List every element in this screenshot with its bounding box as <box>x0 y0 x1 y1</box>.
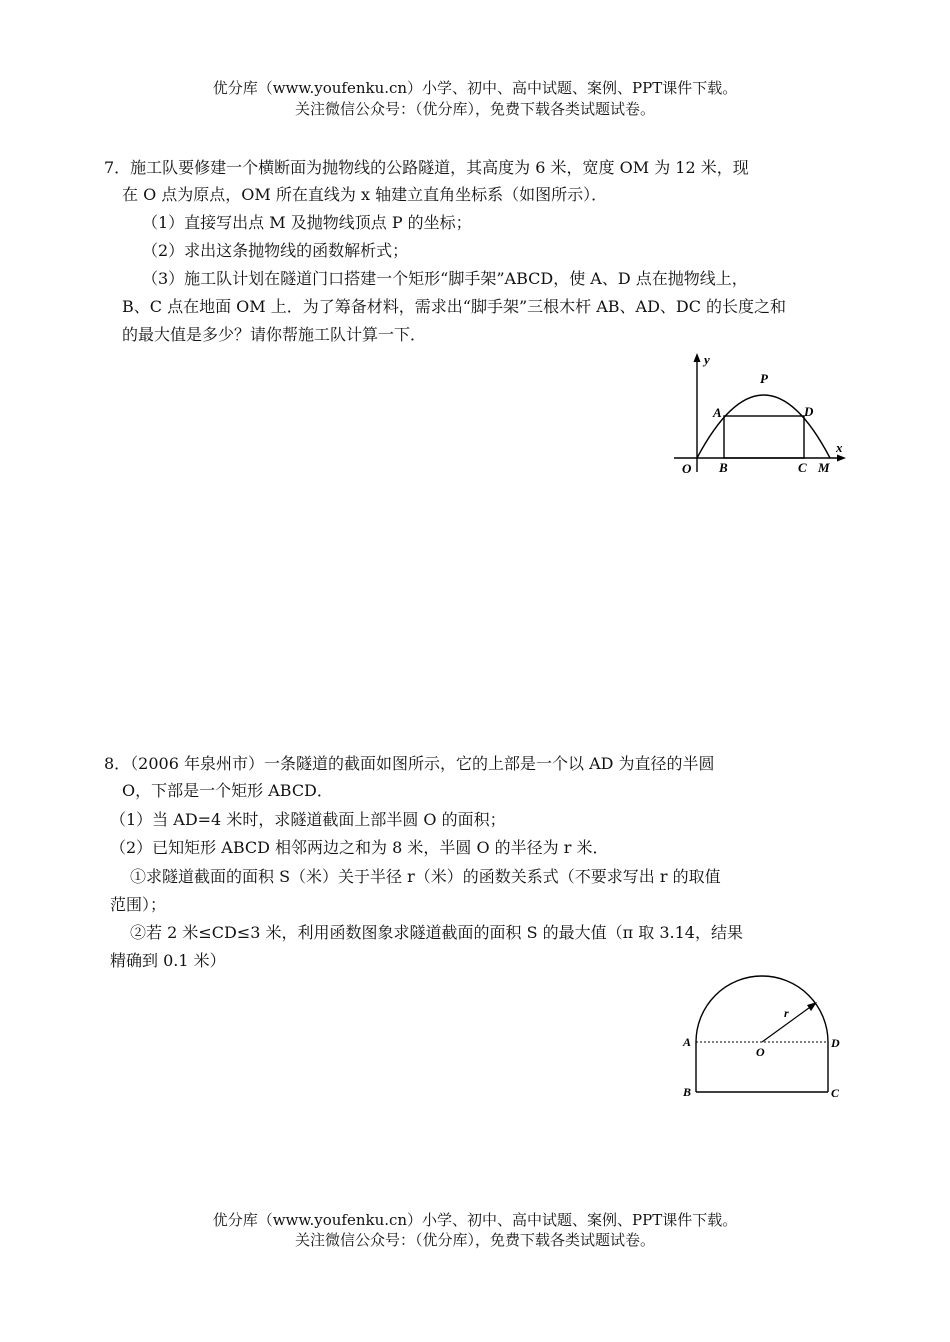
q8-sub2b-line1: ②若 2 米≤CD≤3 米，利用函数图象求隧道截面的面积 S 的最大值（π 取 3.14，结果 <box>130 923 743 942</box>
q7-label-B: B <box>719 460 728 475</box>
page-header-line2: 关注微信公众号：（优分库），免费下载各类试题试卷。 <box>294 100 655 118</box>
q8-label-B: B <box>683 1085 692 1099</box>
q7-label-A: A <box>713 405 722 420</box>
q7-label-y: y <box>704 352 710 367</box>
q7-label-P: P <box>760 371 768 386</box>
q8-label-r: r <box>784 1006 789 1020</box>
q7-label-M: M <box>818 460 830 475</box>
q7-sub3-line3: 的最大值是多少？请你帮施工队计算一下． <box>122 325 427 344</box>
q8-sub2: （2）已知矩形 ABCD 相邻两边之和为 8 米，半圆 O 的半径为 r 米． <box>110 838 609 857</box>
q8-line1: 8．（2006 年泉州市）一条隧道的截面如图所示，它的上部是一个以 AD 为直径的半圆 <box>104 754 715 773</box>
q8-line2: O，下部是一个矩形 ABCD． <box>122 781 333 800</box>
q8-radius-arrowhead <box>807 1002 817 1011</box>
q7-label-D: D <box>804 404 814 419</box>
q7-y-axis-arrow <box>694 353 701 362</box>
q7-label-O: O <box>682 461 692 476</box>
page-header-line1: 优分库（www.youfenku.cn）小学、初中、高中试题、案例、PPT课件下载。 <box>212 79 738 97</box>
q8-sub2a-line2: 范围）； <box>110 895 167 914</box>
page-footer-line2: 关注微信公众号：（优分库），免费下载各类试题试卷。 <box>294 1231 655 1249</box>
q7-label-C: C <box>798 460 807 475</box>
q7-sub2: （2）求出这条抛物线的函数解析式； <box>142 241 409 260</box>
q8-label-O: O <box>756 1045 765 1059</box>
q7-label-x: x <box>836 440 843 455</box>
q8-tunnel-figure <box>676 972 856 1107</box>
q8-label-C: C <box>831 1086 840 1100</box>
q8-sub2b-line2: 精确到 0.1 米） <box>110 951 226 970</box>
q7-line1: 7．施工队要修建一个横断面为抛物线的公路隧道，其高度为 6 米，宽度 OM 为 12 米，现 <box>104 158 749 177</box>
q8-label-A: A <box>683 1035 692 1049</box>
q7-parabola-figure <box>668 348 858 488</box>
page-footer-line1: 优分库（www.youfenku.cn）小学、初中、高中试题、案例、PPT课件下载。 <box>212 1211 738 1229</box>
q8-sub1: （1）当 AD=4 米时，求隧道截面上部半圆 O 的面积； <box>110 810 506 829</box>
q7-sub3-line1: （3）施工队计划在隧道门口搭建一个矩形“脚手架”ABCD，使 A、D 点在抛物线上， <box>142 269 748 288</box>
q7-sub3-line2: B、C 点在地面 OM 上．为了筹备材料，需求出“脚手架”三根木杆 AB、AD、DC 的长度之和 <box>122 297 787 316</box>
q7-x-axis-arrow <box>837 455 846 462</box>
q7-scaffold-rect <box>724 416 804 458</box>
q7-line2: 在 O 点为原点，OM 所在直线为 x 轴建立直角坐标系（如图所示）． <box>122 185 608 204</box>
q7-sub1: （1）直接写出点 M 及抛物线顶点 P 的坐标； <box>142 213 472 232</box>
q8-sub2a-line1: ①求隧道截面的面积 S（米）关于半径 r（米）的函数关系式（不要求写出 r 的取值 <box>130 867 721 886</box>
q8-label-D: D <box>831 1036 840 1050</box>
